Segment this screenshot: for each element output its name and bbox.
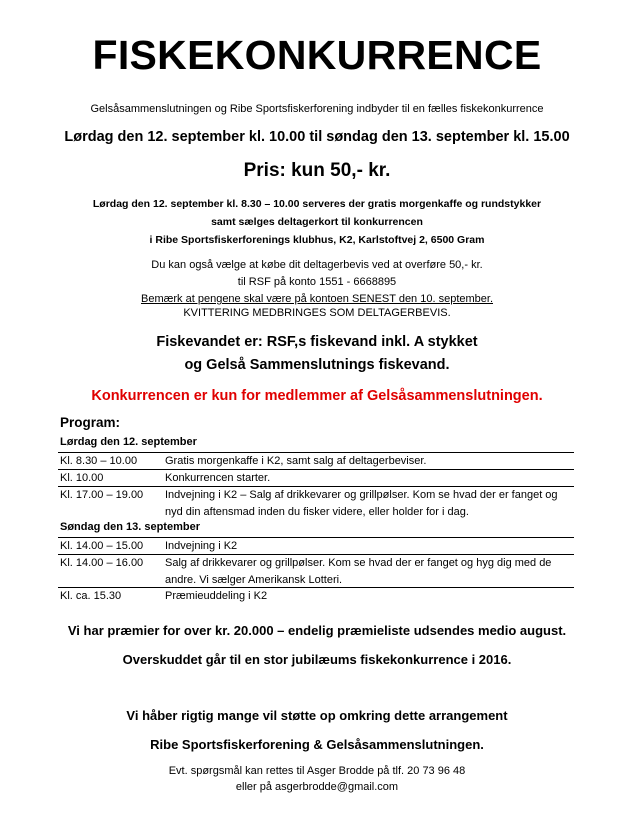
program-desc: Konkurrencen starter.: [165, 472, 271, 484]
water-line-2: og Gelså Sammenslutnings fiskevand.: [184, 357, 450, 373]
program-day-saturday: Lørdag den 12. september: [60, 436, 197, 448]
program-time: Kl. 8.30 – 10.00: [60, 455, 138, 467]
payment-line-2: til RSF på konto 1551 - 6668895: [237, 276, 397, 288]
payment-deadline: Bemærk at pengene skal være på kontoen SENEST den 10. september.: [141, 293, 493, 305]
program-desc: Præmieuddeling i K2: [165, 590, 268, 602]
poster-title: FISKEKONKURRENCE: [92, 32, 542, 78]
payment-line-1: Du kan også vælge at købe dit deltagerbevis ved at overføre 50,- kr.: [151, 259, 483, 271]
program-time: Kl. 14.00 – 16.00: [60, 557, 144, 569]
program-desc: Gratis morgenkaffe i K2, samt salg af deltagerbeviser.: [165, 455, 427, 467]
water-line-1: Fiskevandet er: RSF,s fiskevand inkl. A stykket: [156, 334, 478, 350]
intro-text: Gelsåsammenslutningen og Ribe Sportsfiskerforening indbyder til en fælles fiskekonkurrence: [90, 103, 544, 115]
program-day-sunday: Søndag den 13. september: [60, 521, 200, 533]
support-text: Vi håber rigtig mange vil støtte op omkring dette arrangement: [126, 708, 508, 723]
program-heading: Program:: [60, 415, 121, 430]
contact-line-2: eller på asgerbrodde@gmail.com: [235, 781, 399, 793]
signature-text: Ribe Sportsfiskerforening & Gelsåsammenslutningen.: [150, 737, 484, 752]
program-desc: Salg af drikkevarer og grillpølser. Kom se hvad der er fanget og hyg dig med de andre. Vi sælger Amerikansk Lotteri.: [165, 557, 552, 586]
breakfast-line-2: samt sælges deltagerkort til konkurrencen: [211, 216, 423, 228]
program-time: Kl. 17.00 – 19.00: [60, 489, 144, 501]
program-time: Kl. ca. 15.30: [60, 590, 122, 602]
surplus-text: Overskuddet går til en stor jubilæums fiskekonkurrence i 2016.: [122, 652, 512, 667]
program-time: Kl. 14.00 – 15.00: [60, 540, 144, 552]
receipt-notice: KVITTERING MEDBRINGES SOM DELTAGERBEVIS.: [183, 307, 451, 319]
event-dates: Lørdag den 12. september kl. 10.00 til søndag den 13. september kl. 15.00: [64, 129, 570, 145]
breakfast-line-1: Lørdag den 12. september kl. 8.30 – 10.00 serveres der gratis morgenkaffe og rundstykker: [92, 198, 542, 210]
program-desc: Indvejning i K2: [165, 540, 238, 552]
members-only-notice: Konkurrencen er kun for medlemmer af Gelsåsammenslutningen.: [91, 388, 543, 404]
price-text: Pris: kun 50,- kr.: [243, 160, 391, 181]
program-time: Kl. 10.00: [60, 472, 104, 484]
prizes-text: Vi har præmier for over kr. 20.000 – endelig præmieliste udsendes medio august.: [67, 623, 567, 638]
program-desc: Indvejning i K2 – Salg af drikkevarer og grillpølser. Kom se hvad der er fanget og nyd din aftensmad inden du fisker videre, eller holder for i dag.: [165, 489, 558, 518]
breakfast-line-3: i Ribe Sportsfiskerforenings klubhus, K2, Karlstoftvej 2, 6500 Gram: [149, 234, 485, 246]
contact-line-1: Evt. spørgsmål kan rettes til Asger Brodde på tlf. 20 73 96 48: [168, 765, 466, 777]
